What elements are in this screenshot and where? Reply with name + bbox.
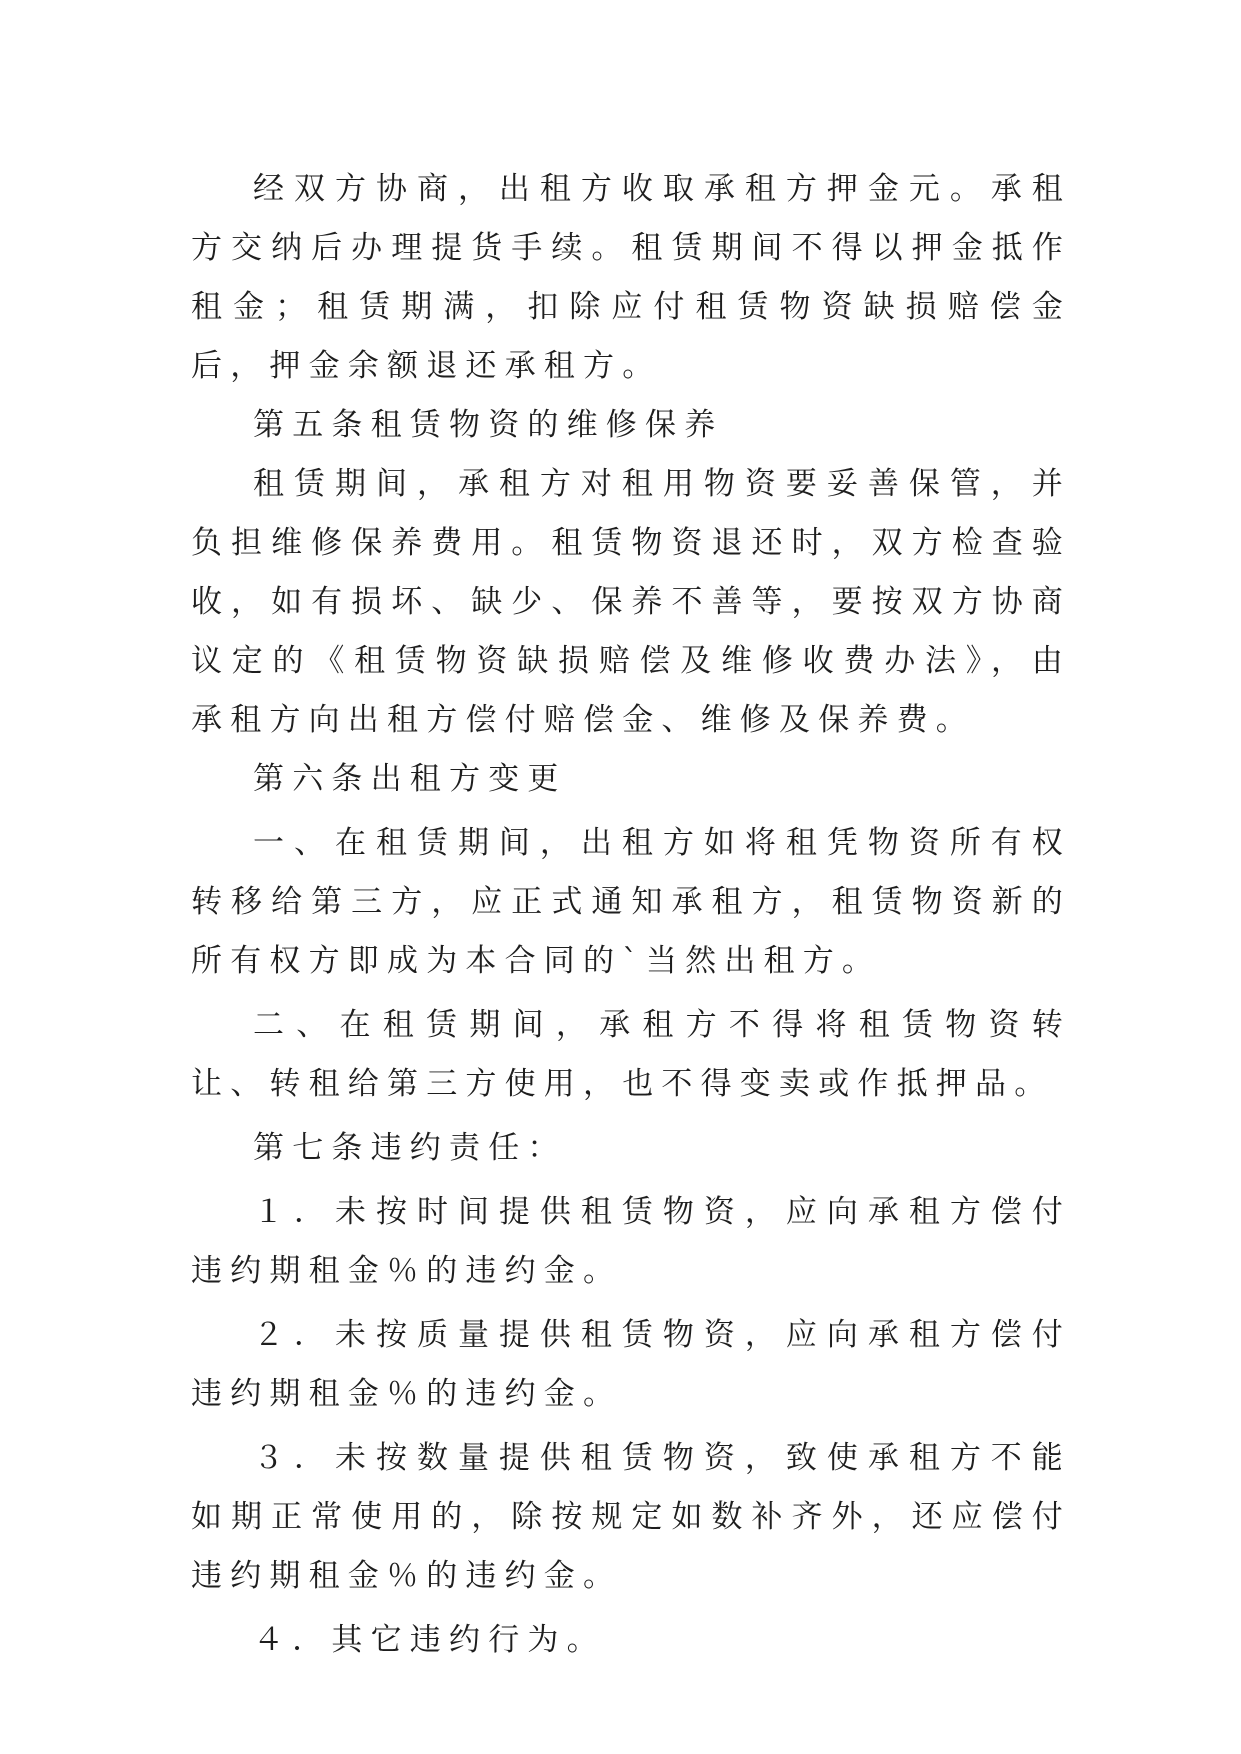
paragraph-deposit: 经双方协商，出租方收取承租方押金元。承租方交纳后办理提货手续。租赁期间不得以押金抵作租金；租赁期满，扣除应付租赁物资缺损赔偿金后，押金余额退还承租方。	[191, 171, 1071, 384]
breach-item-4: ４．其它违约行为。	[253, 1622, 606, 1658]
article-6-heading: 第六条出租方变更	[253, 761, 567, 797]
breach-item-3: ３．未按数量提供租赁物资，致使承租方不能如期正常使用的，除按规定如数补齐外，还应偿付违约期租金％的违约金。	[191, 1440, 1071, 1594]
article-7-heading: 第七条违约责任：	[253, 1130, 567, 1166]
breach-item-1: １．未按时间提供租赁物资，应向承租方偿付违约期租金％的违约金。	[191, 1194, 1071, 1289]
paragraph-maintenance: 租赁期间，承租方对租用物资要妥善保管，并负担维修保养费用。租赁物资退还时，双方检查验收，如有损坏、缺少、保养不善等，要按双方协商议定的《租赁物资缺损赔偿及维修收费办法》，由承租方向出租方偿付赔偿金、维修及保养费。	[191, 466, 1071, 738]
breach-item-2: ２．未按质量提供租赁物资，应向承租方偿付违约期租金％的违约金。	[191, 1317, 1071, 1412]
paragraph-lessor-change-1: 一、在租赁期间，出租方如将租凭物资所有权转移给第三方，应正式通知承租方，租赁物资新的所有权方即成为本合同的`当然出租方。	[191, 825, 1071, 979]
document-body	[191, 160, 1071, 1670]
article-5-heading: 第五条租赁物资的维修保养	[253, 407, 724, 443]
paragraph-lessor-change-2: 二、在租赁期间，承租方不得将租赁物资转让、转租给第三方使用，也不得变卖或作抵押品。	[191, 1007, 1071, 1102]
